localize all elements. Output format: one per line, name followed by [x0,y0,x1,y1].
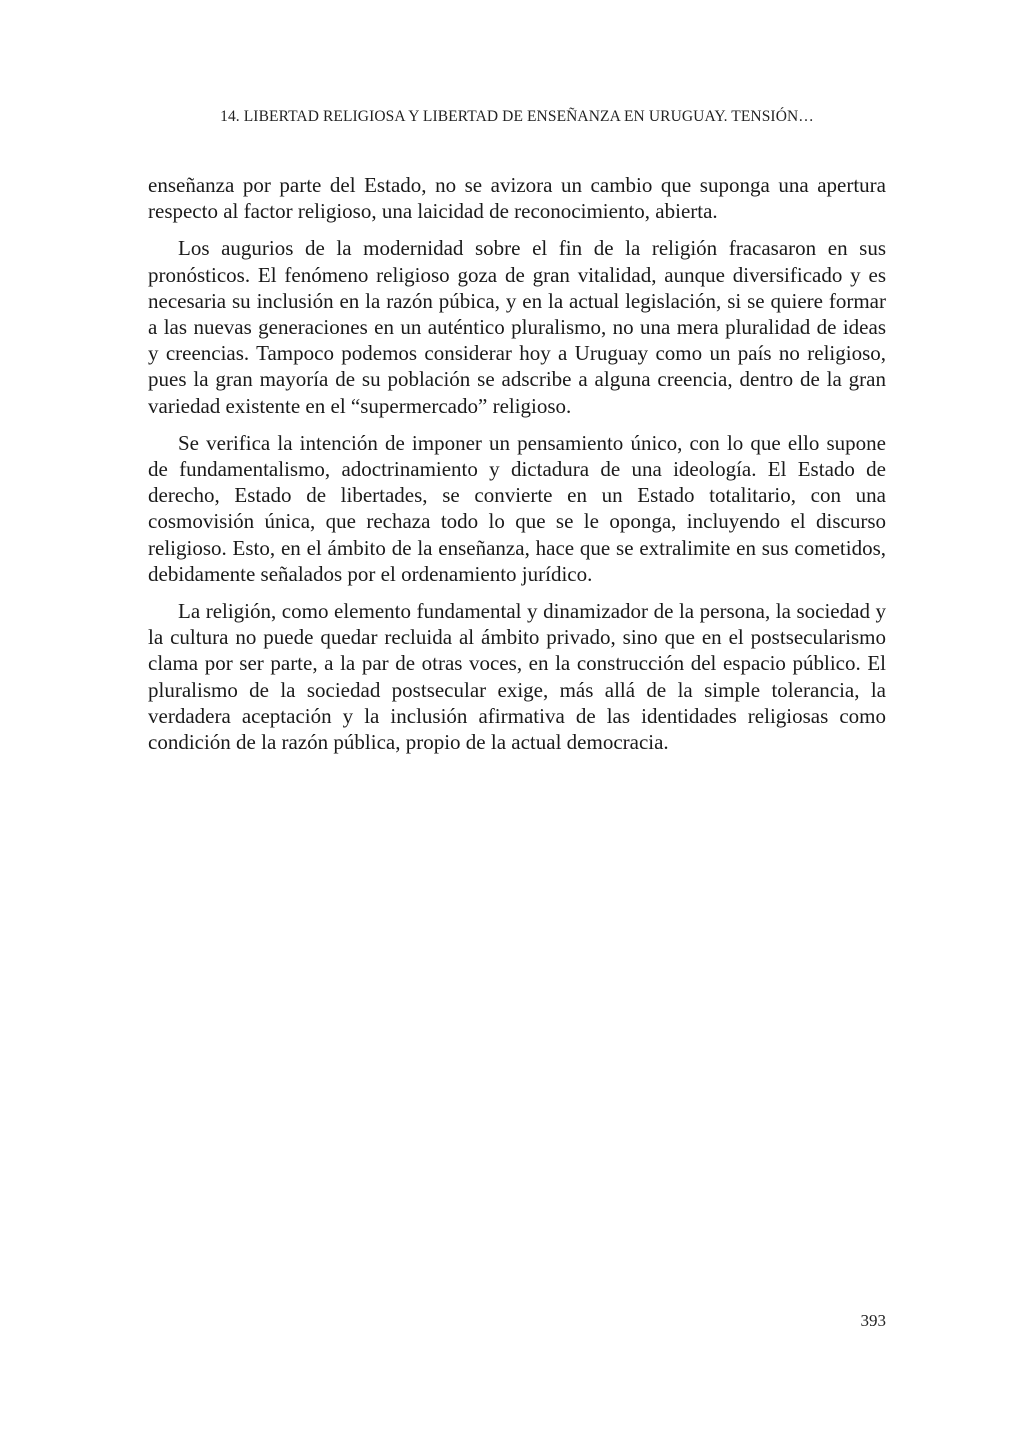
paragraph-continuation: enseñanza por parte del Estado, no se avizora un cambio que suponga una apertura respecto al factor religioso, una laicidad de reconocimiento, abierta. [148,173,886,224]
paragraph: Los augurios de la modernidad sobre el fin de la religión fracasaron en sus pronósticos. El fenómeno religioso goza de gran vitalidad, aunque diversificado y es necesaria su inclusión en la razón púbica, y en la actual legislación, si se quiere formar a las nuevas generaciones en un auténtico pluralismo, no una mera pluralidad de ideas y creencias. Tampoco podemos considerar hoy a Uruguay como un país no religioso, pues la gran mayoría de su población se adscribe a alguna creencia, dentro de la gran variedad existente en el “supermercado” religioso. [148,236,886,418]
paragraph: Se verifica la intención de imponer un pensamiento único, con lo que ello supone de fundamentalismo, adoctrinamiento y dictadura de una ideología. El Estado de derecho, Estado de libertades, se convierte en un Estado totalitario, con una cosmovisión única, que rechaza todo lo que se le oponga, incluyendo el discurso religioso. Esto, en el ámbito de la enseñanza, hace que se extralimite en sus cometidos, debidamente señalados por el ordenamiento jurídico. [148,430,886,586]
paragraph: La religión, como elemento fundamental y dinamizador de la persona, la sociedad y la cultura no puede quedar recluida al ámbito privado, sino que en el postsecularismo clama por ser parte, a la par de otras voces, en la construcción del espacio público. El pluralismo de la sociedad postsecular exige, más allá de la simple tolerancia, la verdadera aceptación y la inclusión afirmativa de las identidades religiosas como condición de la razón pública, propio de la actual democracia. [148,599,886,755]
body-text [148,172,886,766]
page-number: 393 [860,1311,886,1330]
running-header: 14. LIBERTAD RELIGIOSA Y LIBERTAD DE ENSEÑANZA EN URUGUAY. TENSIÓN… [220,108,814,125]
